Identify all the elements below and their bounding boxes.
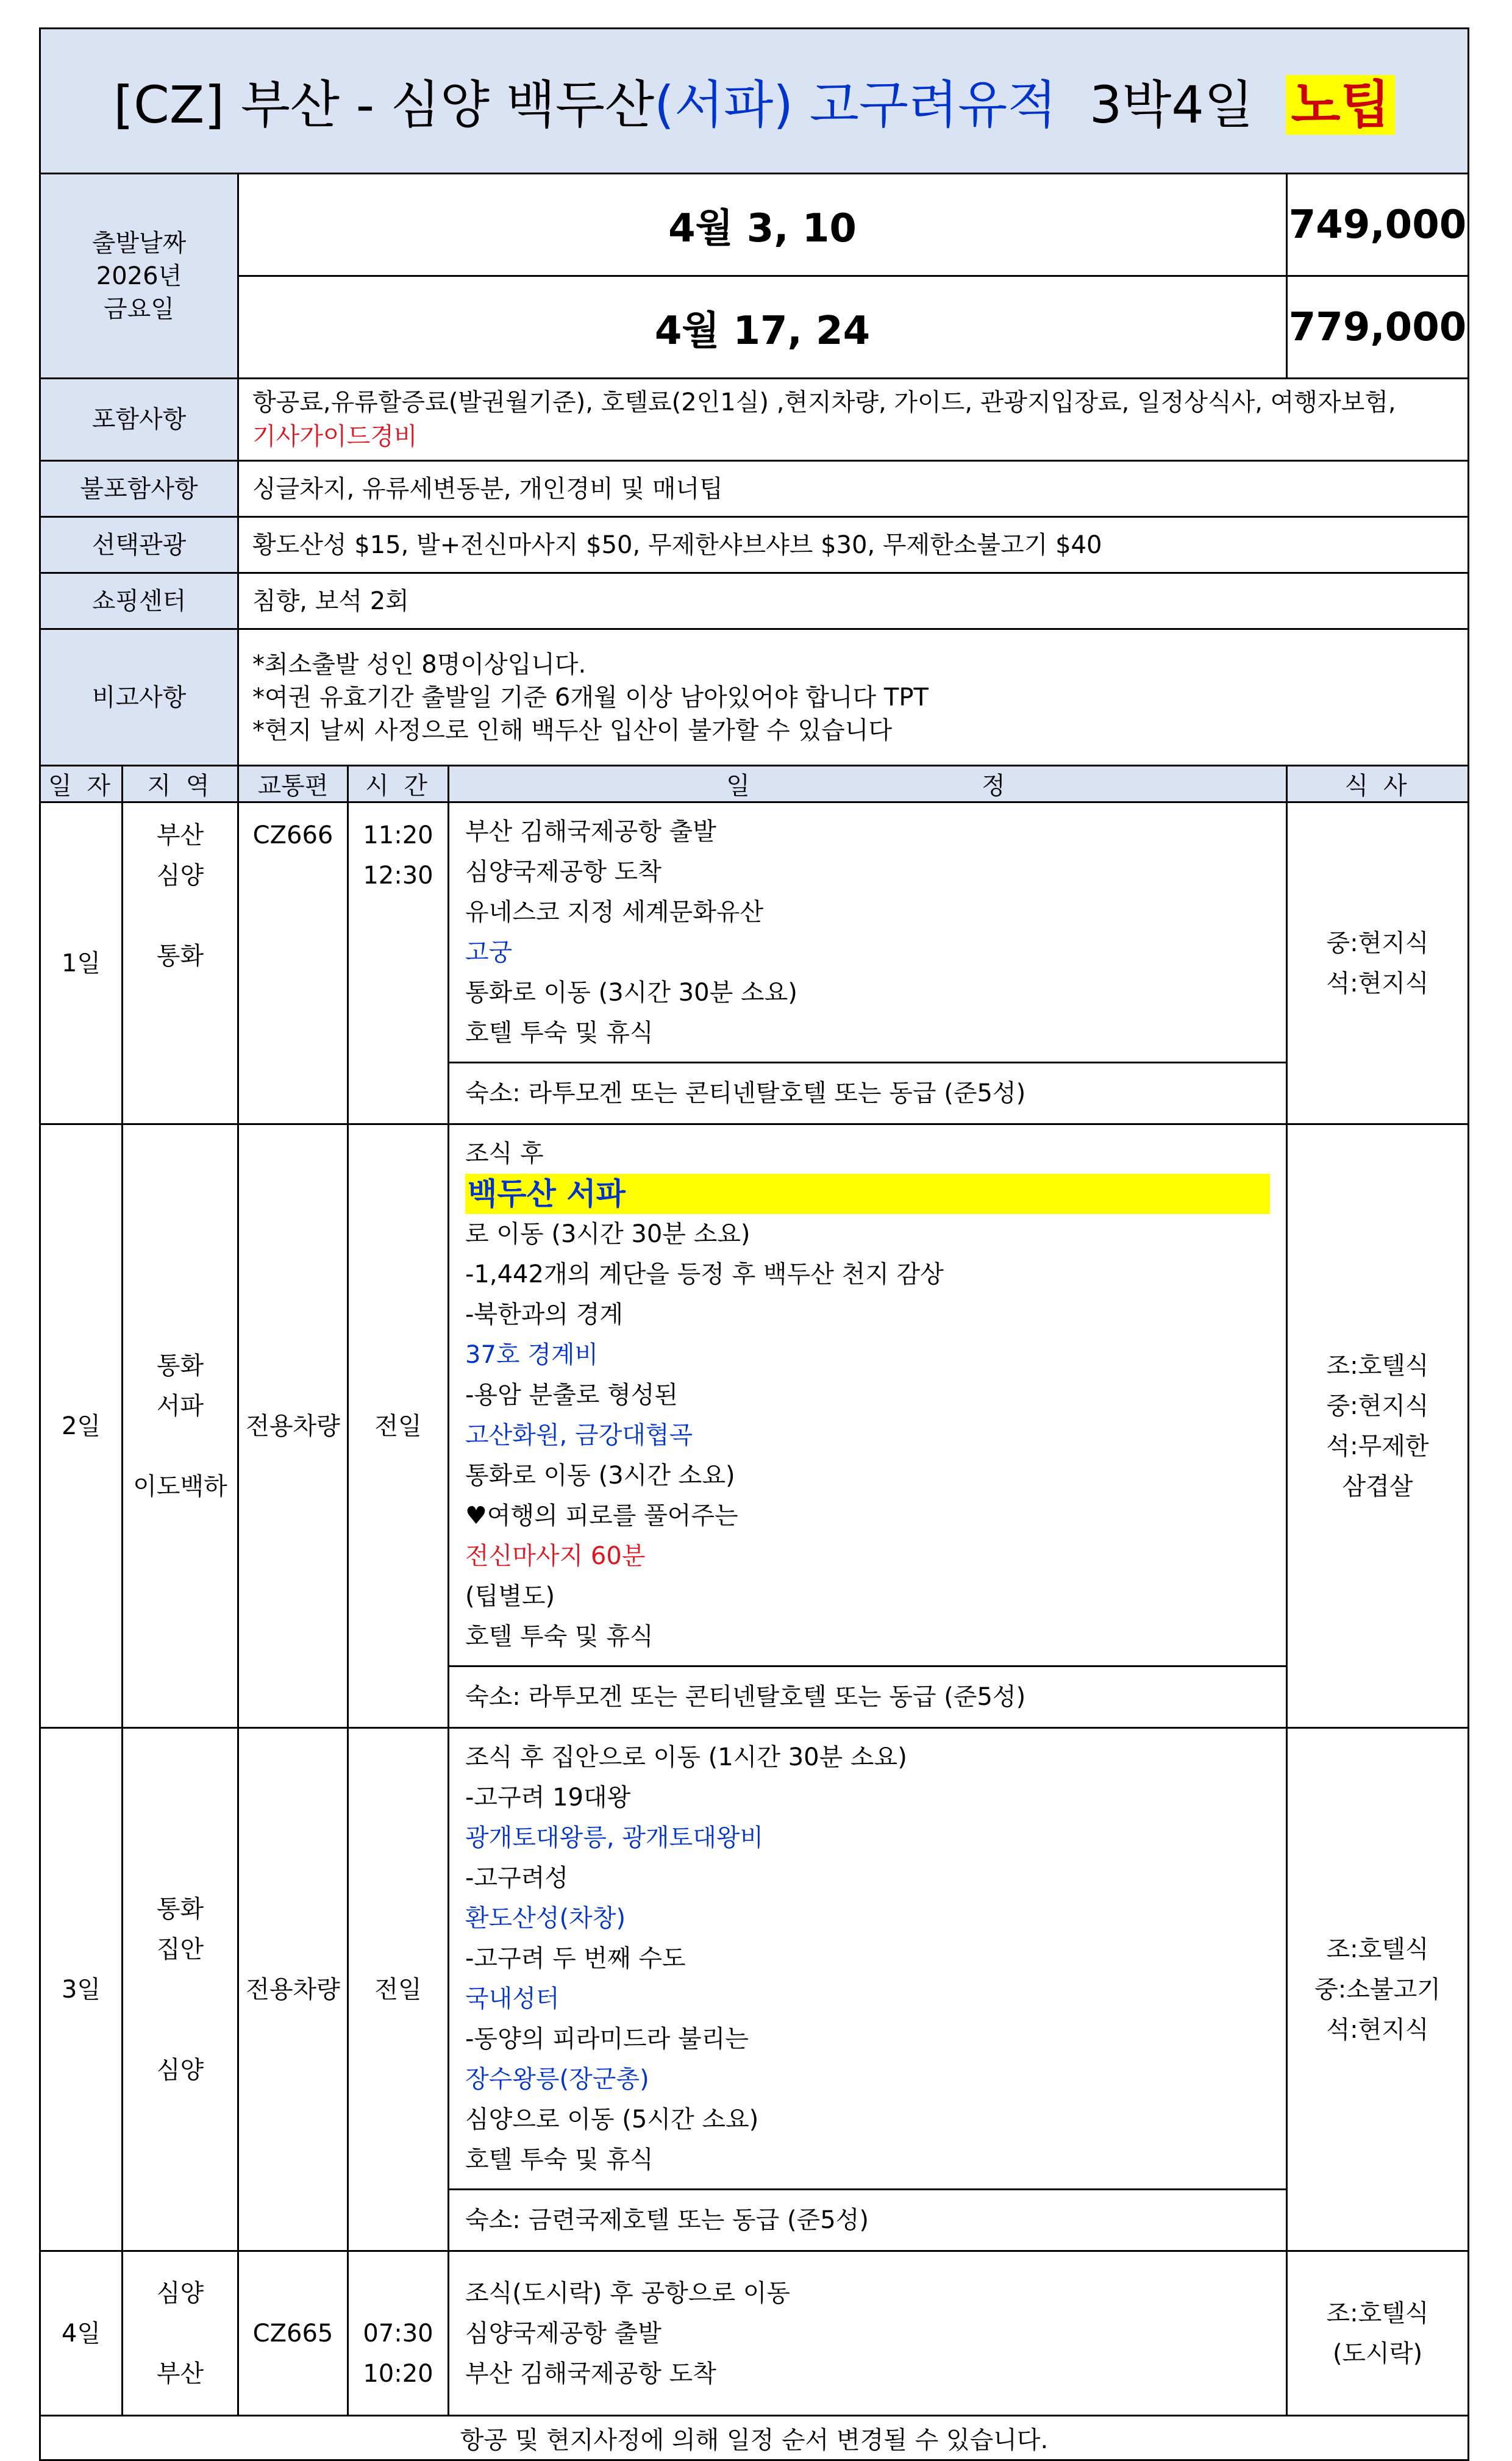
day-1-hotel: 숙소: 라투모겐 또는 콘티넨탈호텔 또는 동급 (준5성) xyxy=(449,1063,1287,1124)
included-highlight: 기사가이드경비 xyxy=(252,423,418,451)
header-transport: 교통편 xyxy=(238,766,348,802)
day-2-row xyxy=(40,1124,1469,1666)
day-2-hotel: 숙소: 라투모겐 또는 콘티넨탈호텔 또는 동급 (준5성) xyxy=(449,1666,1287,1728)
day-3-time: 전일 xyxy=(348,1728,449,2251)
tour-sheet xyxy=(39,27,1467,2461)
day-3-hotel: 숙소: 금련국제호텔 또는 동급 (준5성) xyxy=(449,2190,1287,2251)
price-2: 779,000 xyxy=(1287,276,1469,379)
schedule-header xyxy=(40,766,1469,802)
day-3-label: 3일 xyxy=(40,1728,123,2251)
day-1-row xyxy=(40,802,1469,1063)
day-3-meals: 조:호텔식 중:소불고기 석:현지식 xyxy=(1287,1728,1469,2251)
shopping-text: 침향, 보석 2회 xyxy=(238,573,1469,629)
page-title xyxy=(40,29,1469,174)
day-1-meals: 중:현지식 석:현지식 xyxy=(1287,802,1469,1124)
included-text: 항공료,유류할증료(발권월기준), 호텔료(2인1실) ,현지차량, 가이드, 관광지입장료, 일정상식사, 여행자보험, 기사가이드경비 xyxy=(238,379,1469,461)
baekdu-highlight: 백두산 서파 xyxy=(465,1174,1270,1214)
departure-date-1: 4월 3, 10 xyxy=(238,174,1287,276)
shopping-label: 쇼핑센터 xyxy=(40,573,238,629)
day-1-label: 1일 xyxy=(40,802,123,1124)
excluded-text: 싱글차지, 유류세변동분, 개인경비 및 매너팁 xyxy=(238,461,1469,517)
header-region: 지 역 xyxy=(123,766,238,802)
title-part1: [CZ] 부산 - 심양 백두산 xyxy=(113,75,655,135)
day-3-transport: 전용차량 xyxy=(238,1728,348,2251)
day-4-regions: 심양 부산 xyxy=(123,2251,238,2416)
departure-date-2: 4월 17, 24 xyxy=(238,276,1287,379)
header-time: 시 간 xyxy=(348,766,449,802)
title-part3: 3박4일 xyxy=(1089,75,1254,135)
day-1-transport: CZ666 xyxy=(238,802,348,1124)
title-part2: (서파) 고구려유적 xyxy=(654,75,1057,135)
day-4-times: 07:30 10:20 xyxy=(348,2251,449,2416)
day-4-transport: CZ665 xyxy=(238,2251,348,2416)
day-3-regions: 통화 집안 심양 xyxy=(123,1728,238,2251)
footer-note: 항공 및 현지사정에 의해 일정 순서 변경될 수 있습니다. xyxy=(40,2416,1469,2460)
header-meals: 식 사 xyxy=(1287,766,1469,802)
remarks-text: *최소출발 성인 8명이상입니다. *여권 유효기간 출발일 기준 6개월 이상 남아있어야 합니다 TPT *현지 날씨 사정으로 인해 백두산 입산이 불가할 수 있습니다 xyxy=(238,629,1469,766)
day-2-meals: 조:호텔식 중:현지식 석:무제한 삼겹살 xyxy=(1287,1124,1469,1728)
day-4-row xyxy=(40,2251,1469,2416)
day-2-time: 전일 xyxy=(348,1124,449,1728)
optional-tour-text: 황도산성 $15, 발+전신마사지 $50, 무제한샤브샤브 $30, 무제한소불고기 $40 xyxy=(238,517,1469,573)
day-4-label: 4일 xyxy=(40,2251,123,2416)
day-4-meals: 조:호텔식 (도시락) xyxy=(1287,2251,1469,2416)
price-1: 749,000 xyxy=(1287,174,1469,276)
excluded-label: 불포함사항 xyxy=(40,461,238,517)
day-1-times: 11:20 12:30 xyxy=(348,802,449,1124)
day-3-row xyxy=(40,1728,1469,2190)
departure-label: 출발날짜 2026년 금요일 xyxy=(40,174,238,379)
day-2-label: 2일 xyxy=(40,1124,123,1728)
day-3-itinerary: 조식 후 집안으로 이동 (1시간 30분 소요) -고구려 19대왕 광개토대왕릉, 광개토대왕비 -고구려성 환도산성(차창) -고구려 두 번째 수도 국내성터 -동양의 피라미드라 불리는 장수왕릉(장군총) 심양으로 이동 (5시간 소요) 호텔 투숙 및 휴식 xyxy=(449,1728,1287,2190)
header-day: 일 자 xyxy=(40,766,123,802)
day-2-regions: 통화 서파 이도백하 xyxy=(123,1124,238,1728)
optional-tour-label: 선택관광 xyxy=(40,517,238,573)
no-tip-badge: 노팁 xyxy=(1286,75,1394,135)
header-itinerary: 일 정 xyxy=(449,766,1287,802)
day-2-transport: 전용차량 xyxy=(238,1124,348,1728)
day-2-itinerary: 조식 후 백두산 서파 로 이동 (3시간 30분 소요) -1,442개의 계단을 등정 후 백두산 천지 감상 -북한과의 경계 37호 경계비 -용암 분출로 형성된 고산화원, 금강대협곡 통화로 이동 (3시간 소요) ♥여행의 피로를 풀어주는 전신마사지 60분 (팁별도) 호텔 투숙 및 휴식 xyxy=(449,1124,1287,1666)
day-4-itinerary: 조식(도시락) 후 공항으로 이동 심양국제공항 출발 부산 김해국제공항 도착 xyxy=(449,2251,1287,2416)
remarks-label: 비고사항 xyxy=(40,629,238,766)
included-label: 포함사항 xyxy=(40,379,238,461)
tour-table xyxy=(39,27,1469,2461)
day-1-regions: 부산 심양 통화 xyxy=(123,802,238,1124)
day-1-itinerary: 부산 김해국제공항 출발 심양국제공항 도착 유네스코 지정 세계문화유산 고궁 통화로 이동 (3시간 30분 소요) 호텔 투숙 및 휴식 xyxy=(449,802,1287,1063)
